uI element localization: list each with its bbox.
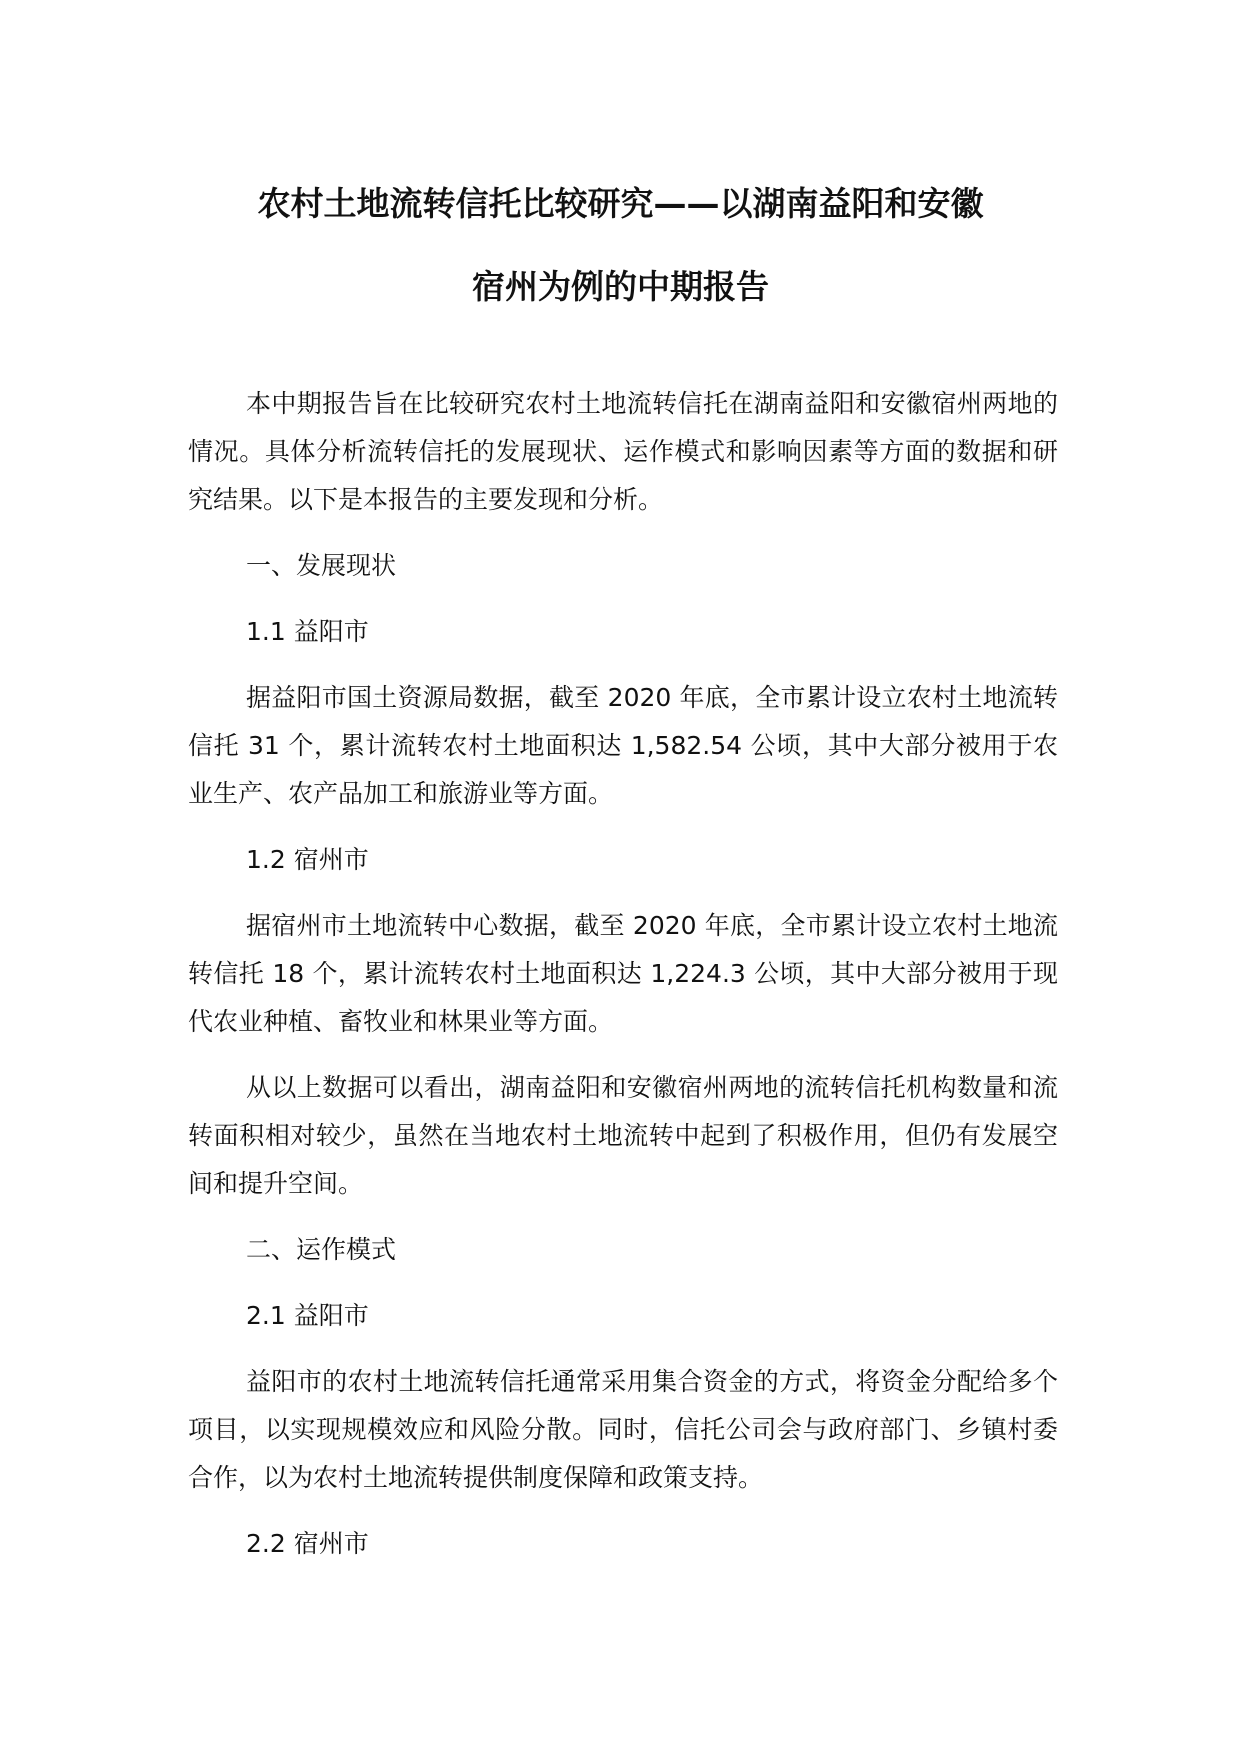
intro-paragraph: 本中期报告旨在比较研究农村土地流转信托在湖南益阳和安徽宿州两地的情况。具体分析流转信托的发展现状、运作模式和影响因素等方面的数据和研究结果。以下是本报告的主要发现和分析。 bbox=[188, 389, 1058, 514]
document-title-line2: 宿州为例的中期报告 bbox=[472, 267, 769, 306]
paragraph-yiyang-status: 据益阳市国土资源局数据，截至 2020 年底，全市累计设立农村土地流转信托 31 个，累计流转农村土地面积达 1,582.54 公顷，其中大部分被用于农业生产、农产品加工和旅游业等方面。 bbox=[188, 683, 1058, 808]
paragraph-suzhou-status: 据宿州市土地流转中心数据，截至 2020 年底，全市累计设立农村土地流转信托 18 个，累计流转农村土地面积达 1,224.3 公顷，其中大部分被用于现代农业种植、畜牧业和林果业等方面。 bbox=[188, 911, 1058, 1036]
subsection-heading-suzhou-mode: 2.2 宿州市 bbox=[246, 1529, 369, 1558]
subsection-heading-yiyang-mode: 2.1 益阳市 bbox=[246, 1301, 369, 1330]
section-heading-operation-mode: 二、运作模式 bbox=[246, 1235, 397, 1264]
paragraph-status-summary: 从以上数据可以看出，湖南益阳和安徽宿州两地的流转信托机构数量和流转面积相对较少，虽然在当地农村土地流转中起到了积极作用，但仍有发展空间和提升空间。 bbox=[188, 1073, 1058, 1198]
subsection-heading-yiyang: 1.1 益阳市 bbox=[246, 617, 369, 646]
subsection-heading-suzhou: 1.2 宿州市 bbox=[246, 845, 369, 874]
section-heading-development-status: 一、发展现状 bbox=[246, 551, 397, 580]
paragraph-yiyang-mode: 益阳市的农村土地流转信托通常采用集合资金的方式，将资金分配给多个项目，以实现规模效应和风险分散。同时，信托公司会与政府部门、乡镇村委合作，以为农村土地流转提供制度保障和政策支持。 bbox=[188, 1367, 1058, 1492]
document-title-line1: 农村土地流转信托比较研究——以湖南益阳和安徽 bbox=[257, 184, 984, 223]
document-body bbox=[188, 380, 1058, 1568]
